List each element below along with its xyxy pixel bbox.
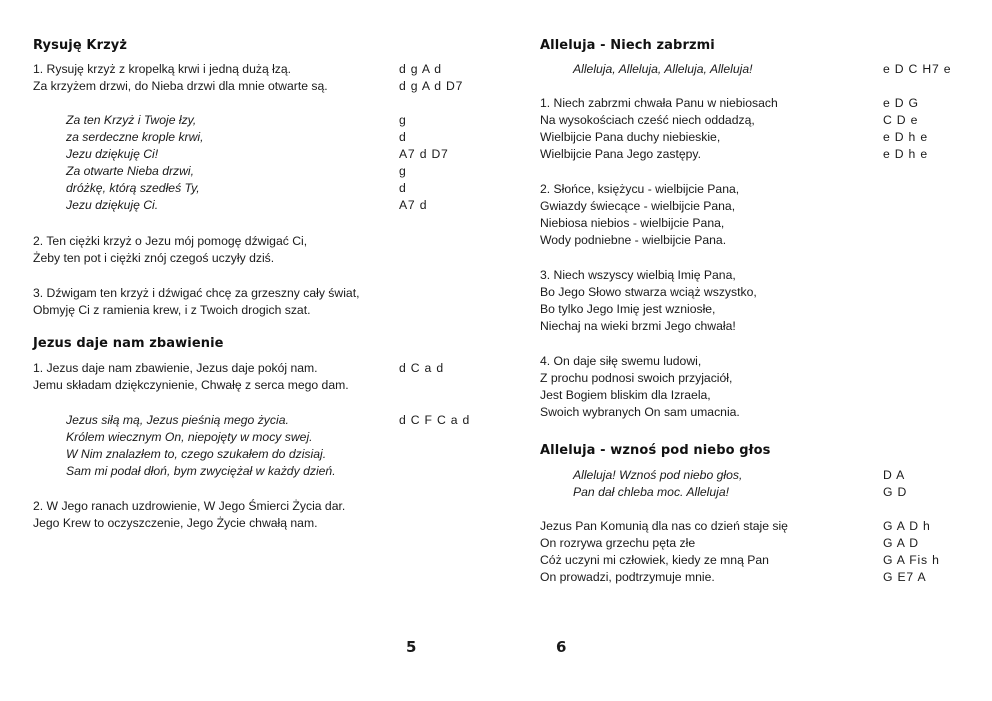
chorus-line: Alleluja, Alleluja, Alleluja, Alleluja! e D C H7 e: [573, 62, 952, 76]
lyric-line: On rozrywa grzechu pęta złe G A D: [540, 536, 919, 550]
chord-line: d: [399, 130, 407, 144]
chorus-line: Alleluja! Wznoś pod niebo głos, D A: [573, 468, 906, 482]
lyric-line: Wody podniebne - wielbijcie Pana.: [540, 233, 727, 247]
lyric-line: 1. Rysuję krzyż z kropelką krwi i jedną dużą łzą. d g A d: [33, 62, 442, 76]
lyric-line: Wielbijcie Pana Jego zastępy. e D h e: [540, 147, 928, 161]
chord-line: e D h e: [883, 130, 928, 144]
song-title: Alleluja - wznoś pod niebo głos: [540, 443, 771, 458]
chord-line: C D e: [883, 113, 919, 127]
chord-line: G D: [883, 485, 908, 499]
lyric-line: Swoich wybranych On sam umacnia.: [540, 405, 740, 419]
lyric-line: Żeby ten pot i ciężki znój czegoś uczyły dziś.: [33, 251, 275, 265]
lyric-line: Za krzyżem drzwi, do Nieba drzwi dla mnie otwarte są. d g A d D7: [33, 79, 464, 93]
lyric-line: 1. Niech zabrzmi chwała Panu w niebiosach e D G: [540, 96, 919, 110]
song-title: Jezus daje nam zbawienie: [33, 336, 224, 351]
chord-line: g: [399, 164, 407, 178]
chorus-line: Sam mi podał dłoń, bym zwyciężał w każdy dzień.: [66, 464, 336, 478]
chorus-line: Pan dał chleba moc. Alleluja! G D: [573, 485, 908, 499]
lyric-line: Jezus Pan Komunią dla nas co dzień staje się G A D h: [540, 519, 931, 533]
chord-line: e D C H7 e: [883, 62, 952, 76]
chord-line: G A D: [883, 536, 919, 550]
lyric-line: Bo tylko Jego Imię jest wzniosłe,: [540, 302, 716, 316]
lyric-line: Gwiazdy świecące - wielbijcie Pana,: [540, 199, 736, 213]
page-number: 6: [556, 638, 567, 656]
chord-line: A7 d: [399, 198, 428, 212]
chorus-line: Jezus siłą mą, Jezus pieśnią mego życia. d C F C a d: [66, 413, 471, 427]
lyric-line: Niechaj na wieki brzmi Jego chwała!: [540, 319, 736, 333]
lyric-line: Jemu składam dziękczynienie, Chwałę z serca mego dam.: [33, 378, 349, 392]
page-number: 5: [406, 638, 417, 656]
chorus-line: dróżkę, którą szedłeś Ty, d: [66, 181, 407, 195]
chorus-line: za serdeczne krople krwi, d: [66, 130, 407, 144]
chorus-line: Za otwarte Nieba drzwi, g: [66, 164, 407, 178]
lyric-line: Wielbijcie Pana duchy niebieskie, e D h e: [540, 130, 928, 144]
lyric-line: 4. On daje siłę swemu ludowi,: [540, 354, 702, 368]
lyric-line: 1. Jezus daje nam zbawienie, Jezus daje pokój nam. d C a d: [33, 361, 444, 375]
lyric-line: On prowadzi, podtrzymuje mnie. G E7 A: [540, 570, 927, 584]
chord-line: e D h e: [883, 147, 928, 161]
chorus-line: Za ten Krzyż i Twoje łzy, g: [66, 113, 407, 127]
lyric-line: 3. Niech wszyscy wielbią Imię Pana,: [540, 268, 736, 282]
lyric-line: Bo Jego Słowo stwarza wciąż wszystko,: [540, 285, 757, 299]
chord-line: d g A d: [399, 62, 442, 76]
chord-line: g: [399, 113, 407, 127]
song-title: Alleluja - Niech zabrzmi: [540, 38, 715, 53]
lyric-line: Cóż uczyni mi człowiek, kiedy ze mną Pan G A Fis h: [540, 553, 940, 567]
chord-line: e D G: [883, 96, 919, 110]
chord-line: G A Fis h: [883, 553, 940, 567]
chorus-line: Jezu dziękuję Ci. A7 d: [66, 198, 428, 212]
lyric-line: 2. W Jego ranach uzdrowienie, W Jego Śmierci Życia dar.: [33, 499, 346, 513]
chord-line: d C a d: [399, 361, 444, 375]
lyric-line: 2. Słońce, księżycu - wielbijcie Pana,: [540, 182, 740, 196]
lyric-line: Niebiosa niebios - wielbijcie Pana,: [540, 216, 725, 230]
chord-line: G A D h: [883, 519, 931, 533]
lyric-line: Jego Krew to oczyszczenie, Jego Życie chwałą nam.: [33, 516, 318, 530]
song-title: Rysuję Krzyż: [33, 38, 127, 53]
chorus-line: Królem wiecznym On, niepojęty w mocy swej.: [66, 430, 313, 444]
lyric-line: Z prochu podnosi swoich przyjaciół,: [540, 371, 733, 385]
chord-line: D A: [883, 468, 906, 482]
lyric-line: Obmyję Ci z ramienia krew, i z Twoich drogich szat.: [33, 303, 311, 317]
chord-line: G E7 A: [883, 570, 927, 584]
lyric-line: 2. Ten ciężki krzyż o Jezu mój pomogę dźwigać Ci,: [33, 234, 308, 248]
lyric-line: 3. Dźwigam ten krzyż i dźwigać chcę za grzeszny cały świat,: [33, 286, 360, 300]
chord-line: A7 d D7: [399, 147, 449, 161]
chorus-line: W Nim znalazłem to, czego szukałem do dzisiaj.: [66, 447, 327, 461]
lyric-line: Jest Bogiem bliskim dla Izraela,: [540, 388, 711, 402]
chord-line: d C F C a d: [399, 413, 471, 427]
chord-line: d: [399, 181, 407, 195]
chord-line: d g A d D7: [399, 79, 464, 93]
lyric-line: Na wysokościach cześć niech oddadzą, C D e: [540, 113, 919, 127]
chorus-line: Jezu dziękuję Ci! A7 d D7: [66, 147, 449, 161]
